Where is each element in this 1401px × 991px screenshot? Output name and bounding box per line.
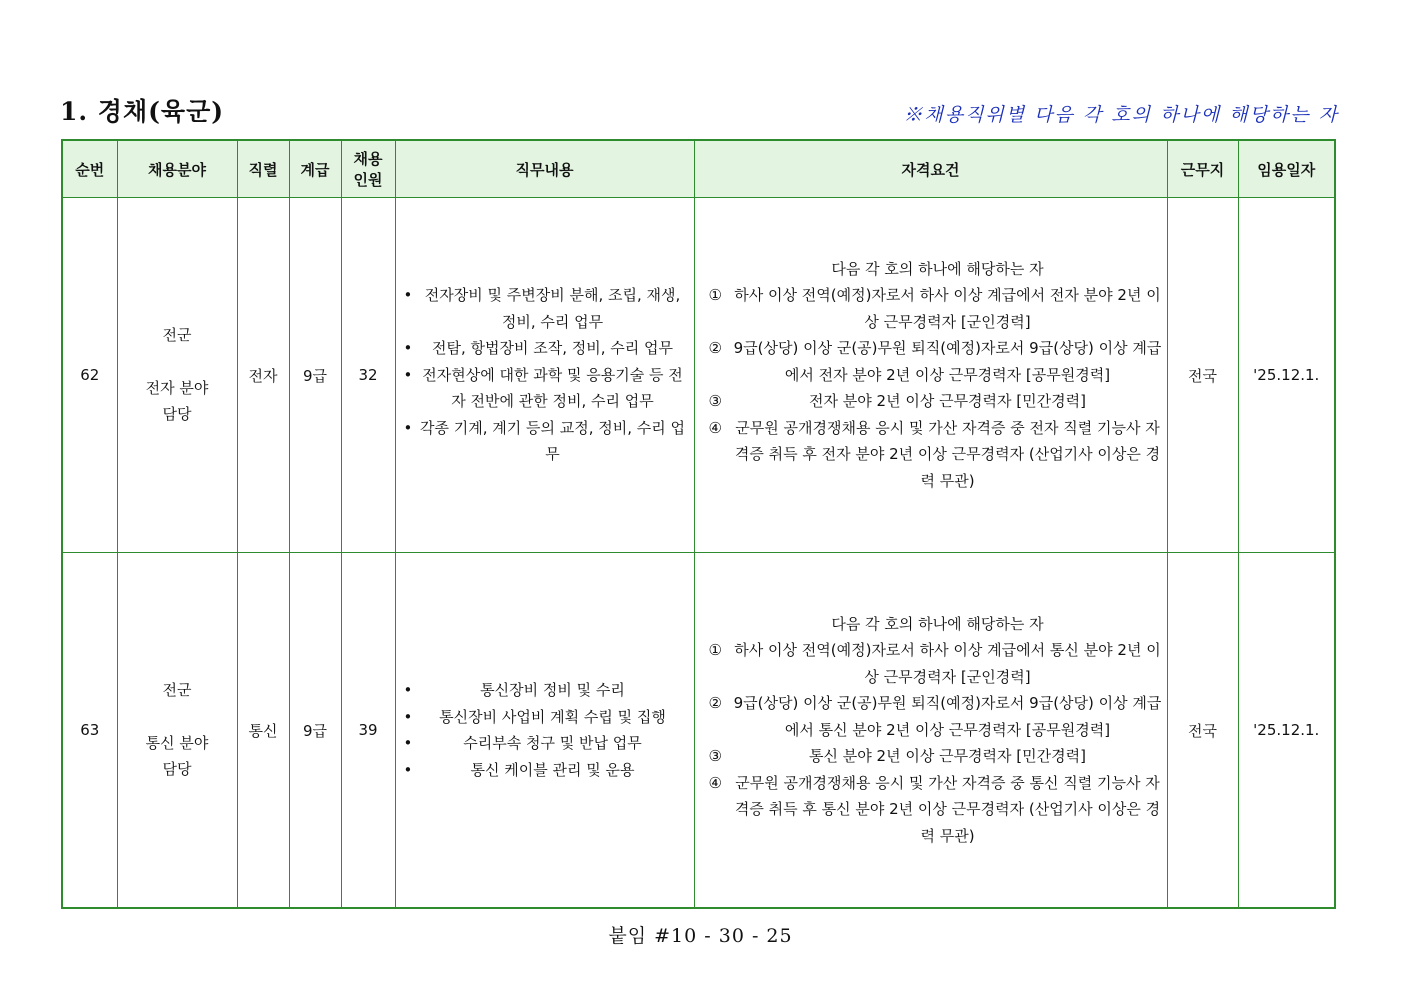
duty-item [402,704,688,731]
duty-list [396,282,694,468]
duty-text: 수리부속 청구 및 반납 업무 [463,734,642,752]
cell-count: 32 [341,198,395,553]
field-line3: 담당 [162,760,192,779]
cell-date: '25.12.1. [1238,198,1335,553]
qual-text: 하사 이상 전역(예정)자로서 하사 이상 계급에서 통신 분야 2년 이상 근무경력자 [군인경력] [734,641,1161,686]
duty-text: 전탐, 항법장비 조작, 정비, 수리 업무 [431,339,673,358]
duty-text: 전자장비 및 주변장비 분해, 조립, 재생, 정비, 수리 업무 [424,286,681,331]
qual-lead: 다음 각 호의 하나에 해당하는 자 [831,614,1044,633]
field-line2: 통신 분야 [145,733,209,752]
qual-text: 9급(상당) 이상 군(공)무원 퇴직(예정)자로서 9급(상당) 이상 계급에서 전자 분야 2년 이상 근무경력자 [공무원경력] [733,339,1162,384]
field-line1: 전군 [162,326,192,345]
cell-grade: 9급 [289,553,341,909]
header-seq: 순번 [62,140,117,198]
cell-location: 전국 [1167,198,1238,553]
qual-item [709,415,1163,495]
qual-item [709,637,1163,690]
qual-text: 전자 분야 2년 이상 근무경력자 [민간경력] [809,392,1086,411]
header-count-line2: 인원 [353,171,383,189]
duty-item [402,362,688,415]
qual-text: 하사 이상 전역(예정)자로서 하사 이상 계급에서 전자 분야 2년 이상 근무경력자 [군인경력] [734,286,1161,331]
header-location: 근무지 [1167,140,1238,198]
header-series: 직렬 [237,140,289,198]
bullet-icon: • [403,418,413,437]
cell-duty [395,553,694,909]
qual-item [709,388,1163,415]
bullet-icon: • [403,760,413,779]
table-row [62,553,1335,909]
duty-list [396,677,694,783]
bullet-icon: • [403,339,413,358]
header-grade: 계급 [289,140,341,198]
duty-text: 통신장비 사업비 계획 수립 및 집행 [439,707,666,726]
header-duty: 직무내용 [395,140,694,198]
qual-item [709,770,1163,850]
cell-qual [694,553,1167,909]
qual-text: 군무원 공개경쟁채용 응시 및 가산 자격증 중 통신 직렬 기능사 자격증 취득 후 통신 분야 2년 이상 근무경력자 (산업기사 이상은 경력 무관) [734,773,1161,845]
duty-item [402,335,688,362]
cell-series: 통신 [237,553,289,909]
table-row [62,198,1335,553]
bullet-icon: • [403,734,413,752]
field-line1: 전군 [162,681,192,700]
qual-item [709,743,1163,770]
cell-field [117,553,237,909]
qual-item [709,335,1163,388]
section-note: ※채용직위별 다음 각 호의 하나에 해당하는 자 [903,104,1339,126]
cell-location: 전국 [1167,553,1238,909]
qual-text: 군무원 공개경쟁채용 응시 및 가산 자격증 중 전자 직렬 기능사 자격증 취득 후 전자 분야 2년 이상 근무경력자 (산업기사 이상은 경력 무관) [734,418,1161,490]
header-count [341,140,395,198]
qual-number: ④ [708,418,722,437]
duty-text: 통신장비 정비 및 수리 [480,681,625,699]
qual-number: ② [708,694,722,713]
qual-list [695,282,1167,494]
bullet-icon: • [403,365,413,384]
qual-text: 9급(상당) 이상 군(공)무원 퇴직(예정)자로서 9급(상당) 이상 계급에서 통신 분야 2년 이상 근무경력자 [공무원경력] [733,694,1162,739]
duty-item [402,282,688,335]
bullet-icon: • [403,707,413,726]
header-qual: 자격요건 [694,140,1167,198]
recruitment-table [61,139,1336,909]
qual-number: ④ [708,773,722,792]
cell-seq: 63 [62,553,117,909]
qual-number: ① [708,641,722,660]
duty-item [402,757,688,784]
section-title: 1. 경채(육군) [60,97,225,126]
bullet-icon: • [403,681,413,699]
cell-seq: 62 [62,198,117,553]
duty-text: 통신 케이블 관리 및 운용 [470,760,635,779]
header-count-line1: 채용 [353,150,383,168]
cell-grade: 9급 [289,198,341,553]
duty-text: 각종 기계, 계기 등의 교정, 정비, 수리 업무 [419,418,686,464]
header-row [62,140,1335,198]
qual-lead: 다음 각 호의 하나에 해당하는 자 [831,259,1044,278]
field-line2: 전자 분야 [145,378,209,397]
duty-item [402,677,688,704]
bullet-icon: • [403,286,413,305]
duty-text: 전자현상에 대한 과학 및 응용기술 등 전자 전반에 관한 정비, 수리 업무 [422,365,683,411]
cell-qual [694,198,1167,553]
cell-count: 39 [341,553,395,909]
field-line3: 담당 [162,405,192,424]
qual-number: ③ [708,392,722,411]
header-date: 임용일자 [1238,140,1335,198]
cell-date: '25.12.1. [1238,553,1335,909]
qual-number: ③ [708,747,722,766]
qual-number: ① [708,286,722,305]
cell-duty [395,198,694,553]
qual-text: 통신 분야 2년 이상 근무경력자 [민간경력] [809,747,1086,766]
cell-series: 전자 [237,198,289,553]
duty-item [402,730,688,757]
qual-item [709,690,1163,743]
page-footer: 붙임 #10 - 30 - 25 [608,925,793,947]
header-field: 채용분야 [117,140,237,198]
cell-field [117,198,237,553]
qual-number: ② [708,339,722,358]
qual-item [709,282,1163,335]
duty-item [402,415,688,468]
qual-list [695,637,1167,849]
